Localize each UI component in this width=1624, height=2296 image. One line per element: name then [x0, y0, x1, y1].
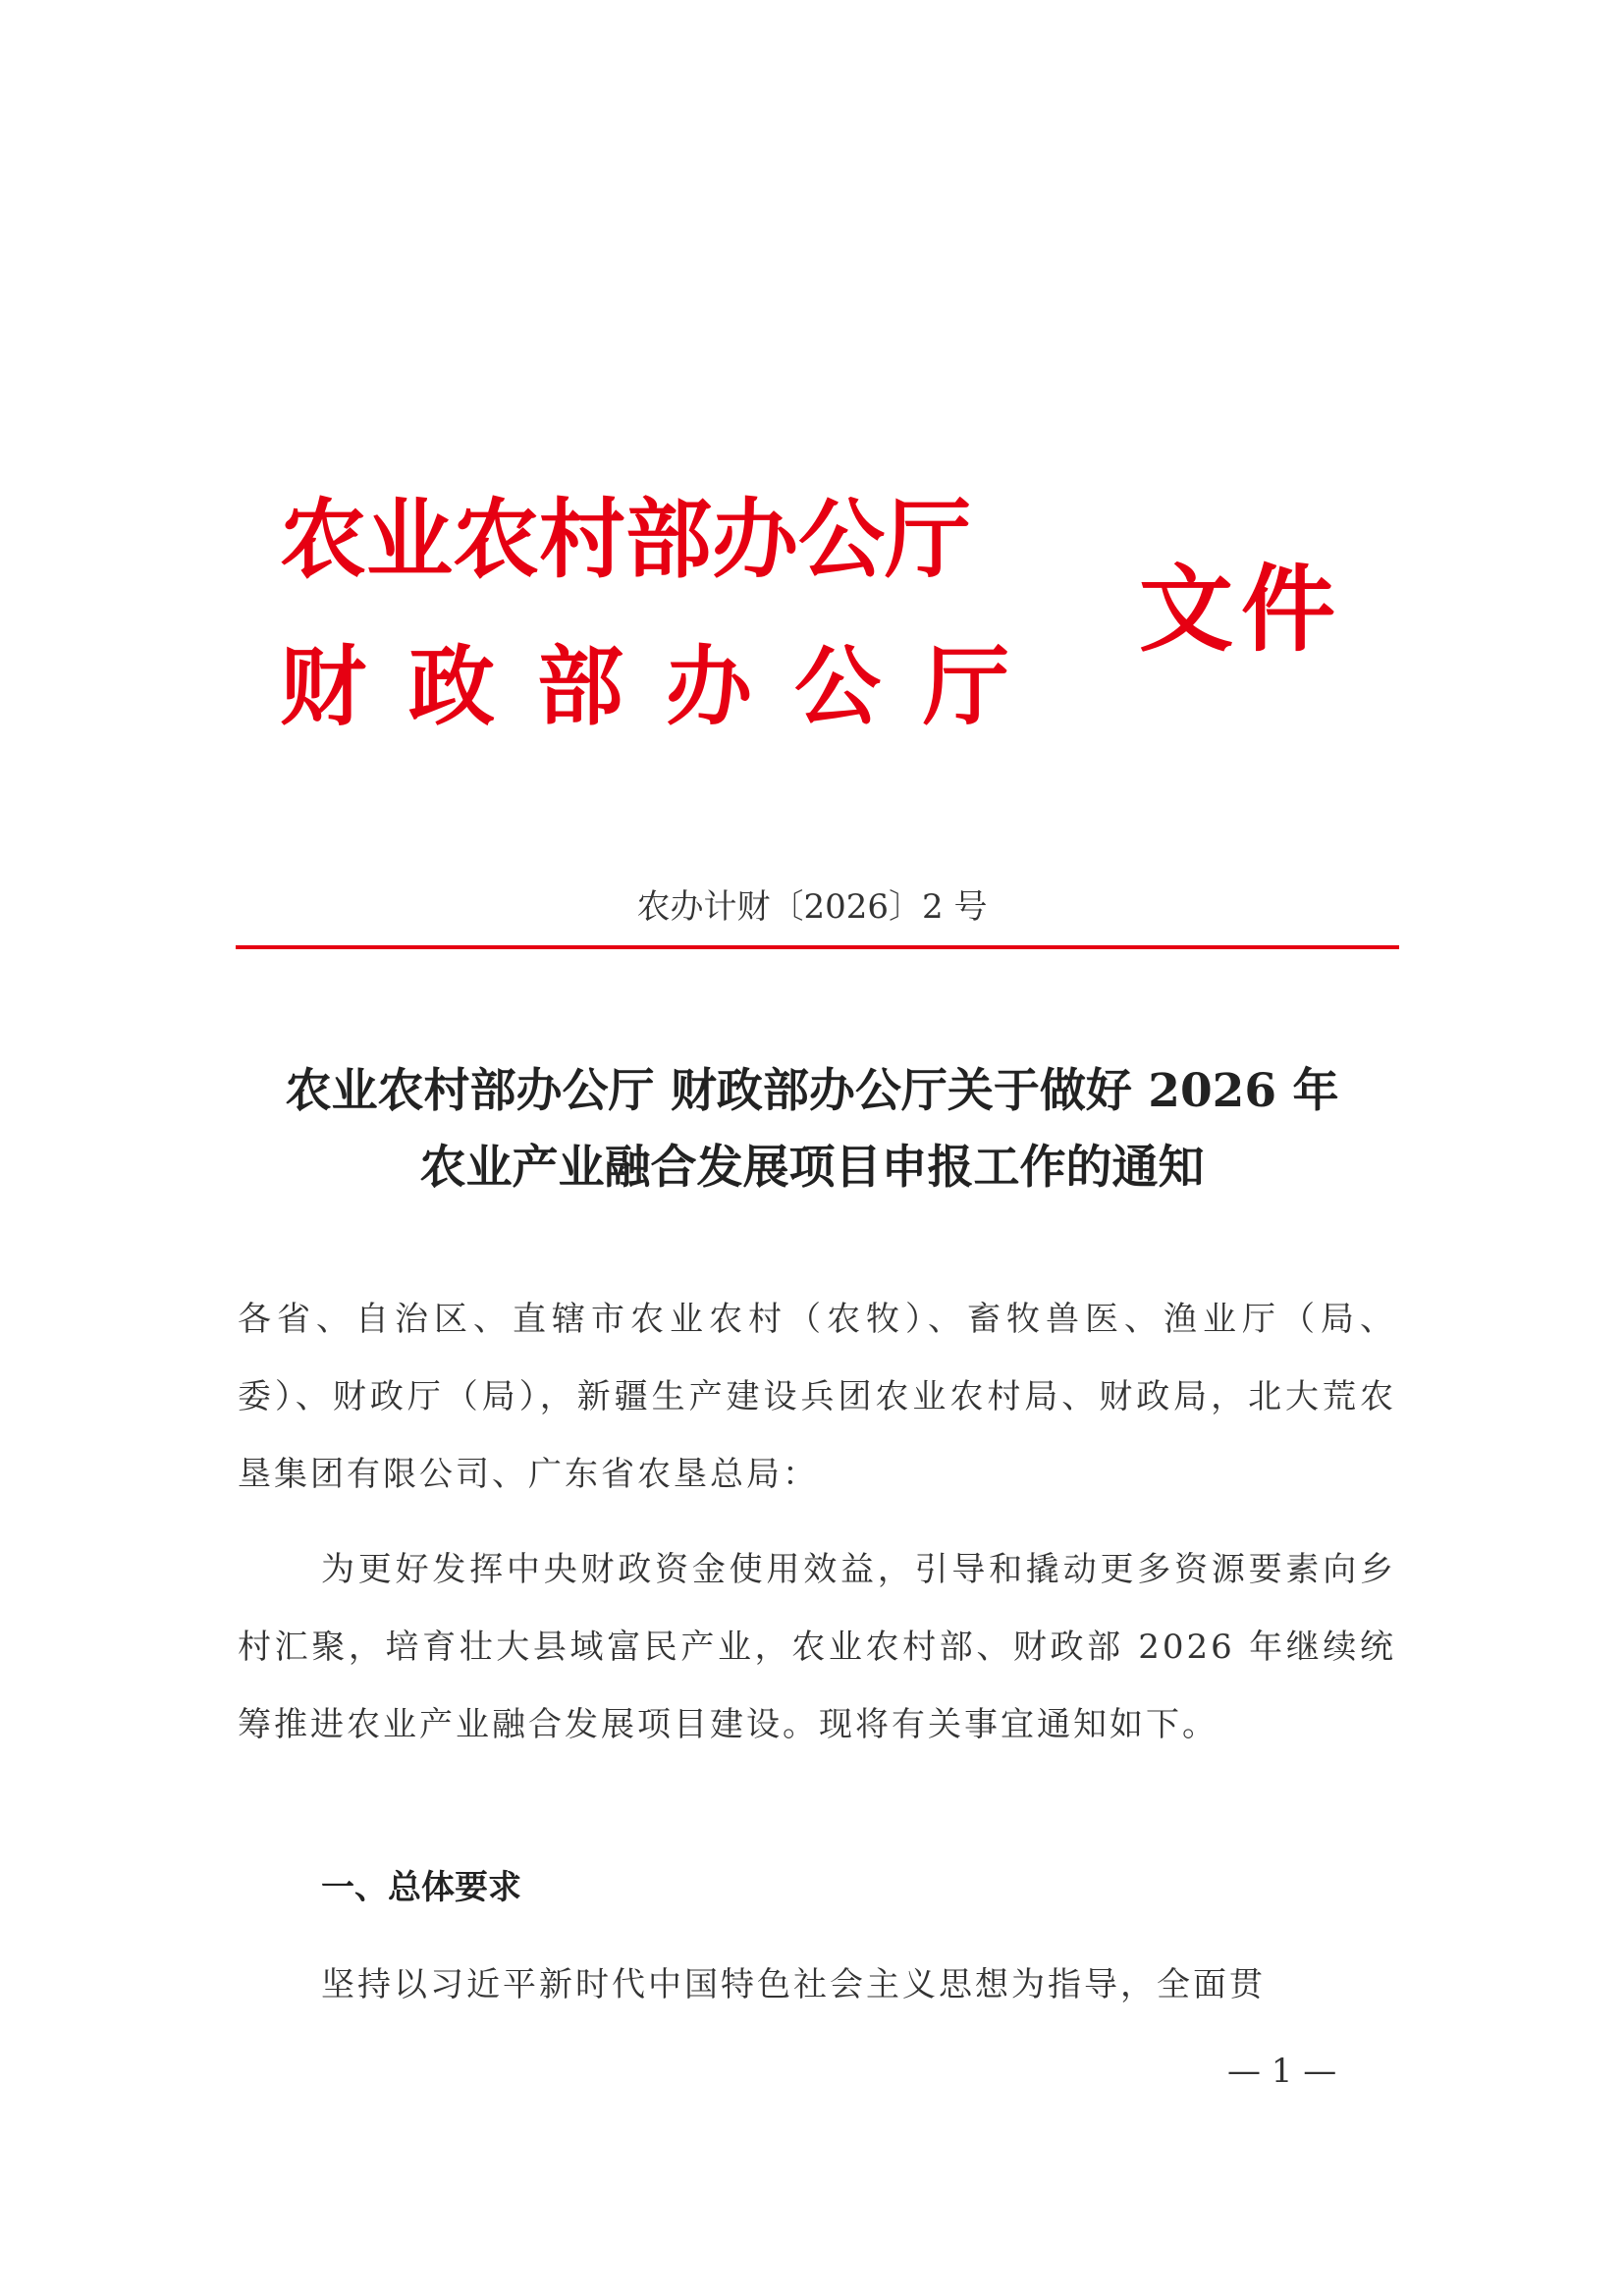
- issuer-ministry-finance: 财政部办公厅: [280, 636, 1053, 737]
- document-number: 农办计财〔2026〕2 号: [636, 887, 988, 927]
- issuer-ministry-agriculture: 农业农村部办公厅: [280, 489, 972, 590]
- addressee: 各省、自治区、直辖市农业农村（农牧）、畜牧兽医、渔业厅（局、委）、财政厅（局），新疆生产建设兵团农业农村局、财政局，北大荒农垦集团有限公司、广东省农垦总局：: [238, 1300, 1396, 1494]
- red-separator-line: [236, 945, 1399, 949]
- section-heading-general-requirements: 一、总体要求: [321, 1868, 521, 1907]
- issuing-authorities: [280, 466, 1052, 761]
- body-paragraph: 坚持以习近平新时代中国特色社会主义思想为指导，全面贯: [321, 1965, 1266, 2004]
- title-line-1: 农业农村部办公厅 财政部办公厅关于做好 2026 年: [285, 1064, 1339, 1118]
- document-title: [177, 1053, 1447, 1206]
- document-word: 文件: [1139, 555, 1343, 665]
- page-number: — 1 —: [1227, 2052, 1337, 2091]
- intro-paragraph: 为更好发挥中央财政资金使用效益，引导和撬动更多资源要素向乡村汇聚，培育壮大县域富民产业，农业农村部、财政部 2026 年继续统筹推进农业产业融合发展项目建设。现将有关事宜通知如下。: [238, 1550, 1396, 1744]
- title-line-2: 农业产业融合发展项目申报工作的通知: [419, 1141, 1205, 1195]
